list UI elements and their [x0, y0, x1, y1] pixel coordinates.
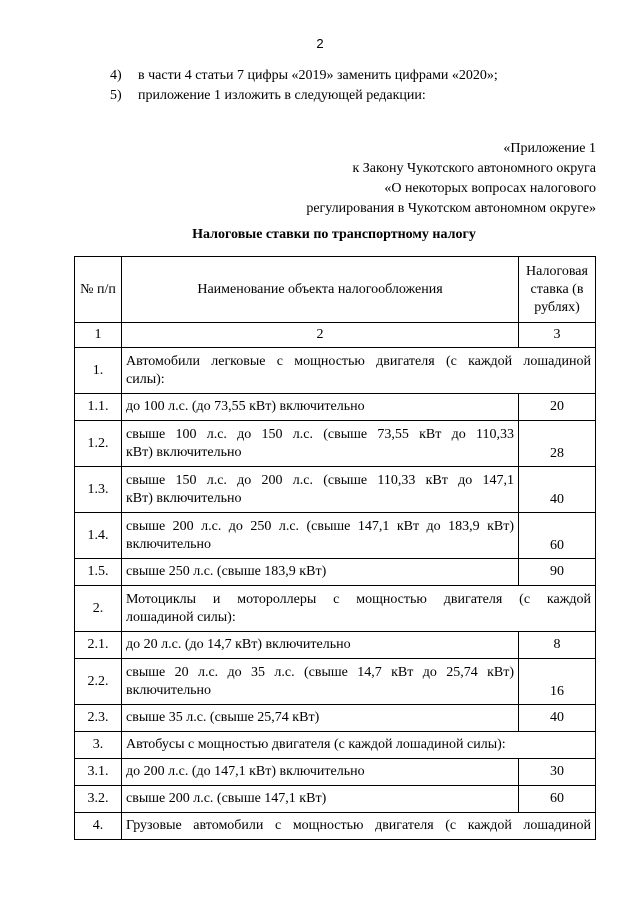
row-rate: 28: [519, 421, 596, 467]
row-name-line: свыше 200 л.с. до 250 л.с. (свыше 147,1 кВт до 183,9 кВт): [126, 518, 514, 534]
row-number: 3.: [75, 732, 122, 759]
page-number: 2: [316, 36, 324, 51]
row-number: 1.5.: [75, 559, 122, 586]
list-item-text: приложение 1 изложить в следующей редакции:: [138, 88, 426, 103]
row-name-line: включительно: [126, 682, 212, 698]
row-name-line: свыше 35 л.с. (свыше 25,74 кВт): [126, 710, 320, 725]
row-name: [122, 632, 519, 659]
list-item: [110, 66, 498, 86]
row-number: 1.4.: [75, 513, 122, 559]
header-num: № п/п: [75, 257, 122, 323]
table-row: [75, 559, 596, 586]
row-rate: 90: [519, 559, 596, 586]
row-name-line: Грузовые автомобили с мощностью двигателя (с каждой лошадиной: [126, 818, 591, 833]
table-title: Налоговые ставки по транспортному налогу: [192, 227, 476, 242]
row-name: [122, 394, 519, 421]
table-row: [75, 467, 596, 513]
row-name: [122, 467, 519, 513]
tax-rates-table: [74, 256, 596, 840]
row-name: [122, 786, 519, 813]
row-name: [122, 421, 519, 467]
table-row: [75, 705, 596, 732]
amendment-list: [110, 66, 498, 106]
row-number: 1.2.: [75, 421, 122, 467]
row-name: [122, 586, 596, 632]
row-name-line: до 20 л.с. (до 14,7 кВт) включительно: [126, 637, 351, 652]
appendix-line: регулирования в Чукотском автономном округе»: [306, 201, 596, 216]
row-name-line: до 200 л.с. (до 147,1 кВт) включительно: [126, 764, 365, 779]
row-number: 3.2.: [75, 786, 122, 813]
column-number-row: [75, 323, 596, 348]
row-rate: 16: [519, 659, 596, 705]
row-name-line: Автобусы с мощностью двигателя (с каждой лошадиной силы):: [126, 737, 506, 752]
row-name: [122, 559, 519, 586]
list-item-number: 5): [110, 88, 122, 103]
table-group-row: [75, 732, 596, 759]
row-name-line: Автомобили легковые с мощностью двигателя (с каждой лошадиной: [126, 353, 591, 369]
row-name-line: кВт) включительно: [126, 444, 242, 460]
list-item: [110, 86, 498, 106]
row-number: 1.1.: [75, 394, 122, 421]
appendix-line: «О некоторых вопросах налогового: [384, 181, 596, 196]
row-rate: 8: [519, 632, 596, 659]
list-item-text: в части 4 статьи 7 цифры «2019» заменить цифрами «2020»;: [138, 68, 498, 83]
row-name-line: свыше 200 л.с. (свыше 147,1 кВт): [126, 791, 327, 806]
row-number: 3.1.: [75, 759, 122, 786]
row-rate: 40: [519, 467, 596, 513]
row-name: [122, 759, 519, 786]
row-name-line: свыше 150 л.с. до 200 л.с. (свыше 110,33 кВт до 147,1: [126, 472, 514, 488]
table-row: [75, 659, 596, 705]
table-header-row: [75, 257, 596, 323]
row-name-line: до 100 л.с. (до 73,55 кВт) включительно: [126, 399, 365, 414]
row-rate: 60: [519, 513, 596, 559]
row-rate: 60: [519, 786, 596, 813]
row-name-line: силы):: [126, 371, 165, 387]
header-name: Наименование объекта налогообложения: [122, 257, 519, 323]
row-number: 4.: [75, 813, 122, 840]
header-rate: Налоговая ставка (в рублях): [519, 257, 596, 323]
table-row: [75, 632, 596, 659]
row-name-line: лошадиной силы):: [126, 609, 236, 625]
row-number: 2.: [75, 586, 122, 632]
appendix-header: [196, 139, 596, 219]
row-name: [122, 813, 596, 840]
row-number: 1.3.: [75, 467, 122, 513]
row-name: [122, 513, 519, 559]
table-row: [75, 786, 596, 813]
table-group-row: [75, 586, 596, 632]
table-group-row: [75, 348, 596, 394]
list-item-number: 4): [110, 68, 122, 83]
row-number: 2.3.: [75, 705, 122, 732]
row-name: [122, 659, 519, 705]
row-name-line: свыше 100 л.с. до 150 л.с. (свыше 73,55 кВт до 110,33: [126, 426, 514, 442]
row-rate: 30: [519, 759, 596, 786]
table-row: [75, 421, 596, 467]
col-number: 1: [75, 323, 122, 348]
row-name-line: свыше 250 л.с. (свыше 183,9 кВт): [126, 564, 327, 579]
row-name-line: свыше 20 л.с. до 35 л.с. (свыше 14,7 кВт до 25,74 кВт): [126, 664, 514, 680]
row-name: [122, 705, 519, 732]
row-name-line: включительно: [126, 536, 212, 552]
table-row: [75, 759, 596, 786]
row-name: [122, 348, 596, 394]
row-rate: 20: [519, 394, 596, 421]
appendix-line: к Закону Чукотского автономного округа: [352, 161, 596, 176]
table-group-row: [75, 813, 596, 840]
col-number: 2: [122, 323, 519, 348]
row-number: 2.2.: [75, 659, 122, 705]
table-row: [75, 513, 596, 559]
row-name-line: кВт) включительно: [126, 490, 242, 506]
table-row: [75, 394, 596, 421]
row-number: 1.: [75, 348, 122, 394]
row-name-line: Мотоциклы и мотороллеры с мощностью двигателя (с каждой: [126, 591, 591, 607]
col-number: 3: [519, 323, 596, 348]
row-name: [122, 732, 596, 759]
row-number: 2.1.: [75, 632, 122, 659]
appendix-line: «Приложение 1: [503, 141, 596, 156]
row-rate: 40: [519, 705, 596, 732]
